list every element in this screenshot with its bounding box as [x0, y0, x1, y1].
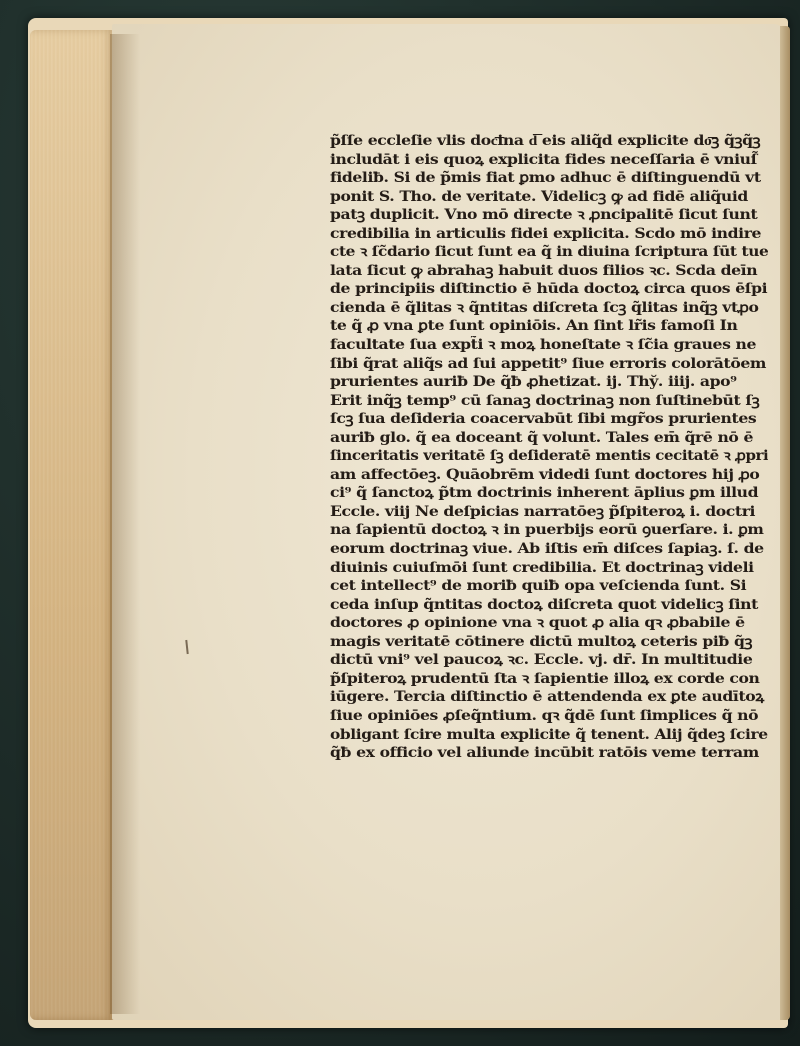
text-line: facultate ſua expt̃i ꝛ moꝝ honeſtate ꝛ ſc̃ia graues ne [330, 337, 757, 354]
text-line: prurientes auriƀ De q̃ƀ ꝓhetizat. ij. Thy̆. iiij. apo⁹ [330, 374, 737, 391]
page-right-edge [780, 26, 790, 1020]
text-line: q̃ƀ ex officio vel aliunde incūbit ratōis veme terram [330, 745, 759, 762]
text-line: cienda ē q̃litas ꝛ q̃ntitas diſcreta ſcꝫ q̃litas inq̃ꝫ vtꝓo [330, 299, 759, 316]
text-line: na ſapientū doctoꝝ ꝛ in puerbijs eorū ꝯuerſare. i. ꝑm [330, 522, 764, 539]
text-line: includāt i eis quoꝝ explicita fides neceſſaria ē vniuſ̃ [330, 151, 757, 168]
text-line: fideliƀ. Si de p̃mis fiat ꝑmo adhuc ē diſtinguendū vt [330, 170, 761, 187]
text-line: de principiis diſtinctio ē hūda doctoꝝ circa quos ēſpi [330, 281, 768, 298]
text-line: auriƀ glo. q̃ ea doceant q̃ volunt. Tales em̄ q̃rē nō ē [330, 429, 754, 446]
text-line: dictū vni⁹ vel paucoꝝ ꝛc. Eccle. vj. dr̄. In multitudie [330, 652, 753, 669]
text-line: Eccle. viij Ne deſpicias narratōeꝫ p̃ſpiteroꝝ i. doctri [330, 503, 756, 520]
text-line: ponit S. Tho. de veritate. Videlicꝫ ꝙ ad fidē aliq̃uid [330, 188, 748, 205]
gutter-shadow [110, 34, 140, 1014]
text-line: p̃ſſe eccleſie vlis doc͞ina d͞ eis aliq̃d explicite do͞ꝫ q̃ꝫq̃ꝫ [330, 133, 761, 149]
text-line: diuinis cuiuſmōi ſunt credibilia. Et doctrinaꝫ videli [330, 559, 754, 576]
text-line: p̃ſpiteroꝝ prudentū ſta ꝛ ſapientie illoꝝ ex corde con [330, 670, 760, 687]
text-line: ſinceritatis veritatē ſꝫ deſideratē mentis cecitatē ꝛ ꝓpri [330, 448, 768, 465]
text-line: obligant ſcire multa explicite q̃ tenent. Alij q̃deꝫ ſcire [330, 726, 768, 743]
text-line: ci⁹ q̃ ſanctoꝝ p̃tm doctrinis inherent āplius ꝑm illud [330, 485, 759, 502]
fore-edge [30, 30, 114, 1020]
text-block [330, 132, 768, 763]
text-line: cet intellect⁹ de moriƀ quiƀ opa veſcienda ſunt. Si [330, 578, 747, 595]
text-line: lata ſicut ꝙ abrahaꝫ habuit duos filios ꝛc. Scda deīn [330, 262, 758, 279]
text-line: eorum doctrinaꝫ viue. Ab iſtis em̄ diſces ſapiaꝫ. ſ. de [330, 541, 764, 558]
text-line: Erit inq̃ꝫ temp⁹ cū ſanaꝫ doctrinaꝫ non ſuſtinebūt ſꝫ [330, 392, 760, 409]
text-line: doctores ꝓ opinione vna ꝛ quot ꝓ alia qꝛ ꝓbabile ē [330, 615, 745, 632]
text-line: magis veritatē cōtinere dictū multoꝝ ceteris piƀ q̃ꝫ [330, 633, 753, 650]
text-line: cte ꝛ ſc̃dario ſicut ſunt ea q̃ in diuina ſcriptura ſūt tue [330, 244, 769, 261]
text-line: credibilia in articulis fidei explicita. Scdo mō indire [330, 225, 762, 242]
text-line: patꝫ duplicit. Vno mō directe ꝛ ꝓncipalitē ſicut ſunt [330, 207, 758, 224]
text-line: ceda inſup q̃ntitas doctoꝝ diſcreta quot videlicꝫ ſint [330, 596, 758, 613]
text-line: ſiue opiniōes ꝓſeq̃ntium. qꝛ q̃dē ſunt ſimplices q̃ nō [330, 707, 759, 724]
text-line: am affectōeꝫ. Quāobrēm videdi ſunt doctores hij ꝓo [330, 466, 760, 483]
text-line: iūgere. Tercia diſtinctio ē attendenda ex ꝑte audītoꝝ [330, 689, 764, 706]
text-line: ſcꝫ ſua deſideria coacervabūt ſibi mgr̃os prurientes [330, 411, 757, 428]
text-line: ſibi q̃rat aliq̃s ad ſui appetit⁹ ſiue erroris colorātōem [330, 355, 767, 372]
text-line: te q̃ ꝓ vna ꝑte ſunt opiniōis. An ſint lr̃is famoſi In [330, 318, 738, 335]
